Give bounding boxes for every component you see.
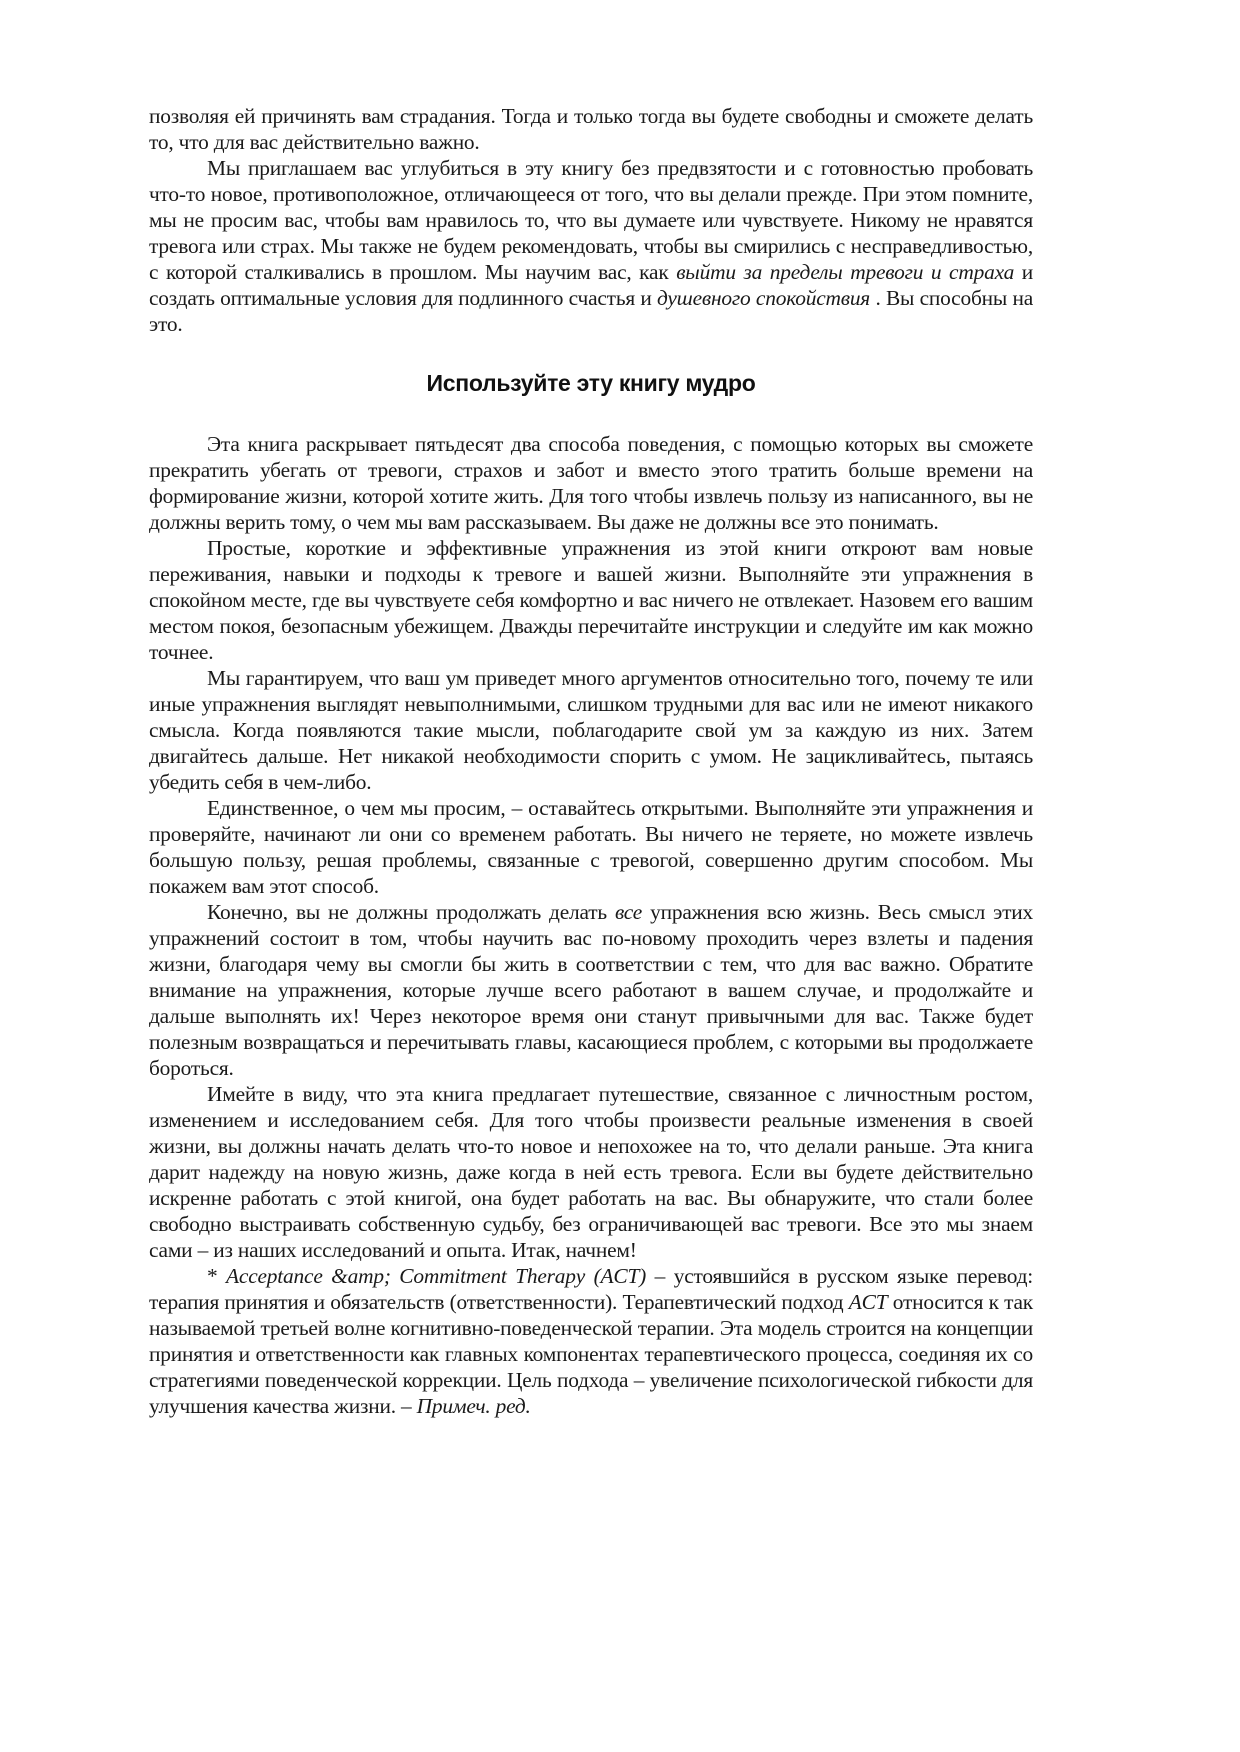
section-body xyxy=(149,431,1033,1419)
body-paragraph xyxy=(149,795,1033,899)
emphasis-text: выйти за пределы тревоги и страха xyxy=(676,260,1015,284)
paragraph-text: Мы гарантируем, что ваш ум приведет много аргументов относительно того, почему те или иные упражнения выглядят невыполнимыми, слишком трудными для вас или не имеют никакого смысла. Когда появляются такие мысли, поблагодарите свой ум за каждую из них. Затем двигайтесь дальше. Нет никакой необходимости спорить с умом. Не зацикливайтесь, пытаясь убедить себя в чем-либо. xyxy=(149,666,1033,794)
paragraph-text: Простые, короткие и эффективные упражнения из этой книги откроют вам новые переживания, навыки и подходы к тревоге и вашей жизни. Выполняйте эти упражнения в спокойном месте, где вы чувствуете себя комфортно и вас ничего не отвлекает. Назовем его вашим местом покоя, безопасным убежищем. Дважды перечитайте инструкции и следуйте им как можно точнее. xyxy=(149,536,1033,664)
paragraph-text: и создать оптимальные условия для подлинного счастья и xyxy=(149,260,1034,310)
paragraph-text: * xyxy=(207,1264,227,1288)
emphasis-text: Acceptance &amp; Commitment Therapy (ACT) xyxy=(226,1264,647,1288)
body-paragraph xyxy=(149,431,1033,535)
body-paragraph xyxy=(149,899,1033,1081)
paragraph-text: Конечно, вы не должны продолжать делать xyxy=(207,900,615,924)
paragraph-text: позволяя ей причинять вам страдания. Тогда и только тогда вы будете свободны и сможете делать то, что для вас действительно важно. xyxy=(149,104,1033,154)
emphasis-text: душевного спокойствия xyxy=(657,286,871,310)
body-paragraph xyxy=(149,665,1033,795)
paragraph-text: Единственное, о чем мы просим, – оставайтесь открытыми. Выполняйте эти упражнения и проверяйте, начинают ли они со временем работать. Вы ничего не теряете, но можете извлечь большую пользу, решая проблемы, связанные с тревогой, совершенно другим способом. Мы покажем вам этот способ. xyxy=(149,796,1033,898)
document-page xyxy=(149,103,1033,1419)
paragraph-text: Эта книга раскрывает пятьдесят два способа поведения, с помощью которых вы сможете прекратить убегать от тревоги, страхов и забот и вместо этого тратить больше времени на формирование жизни, которой хотите жить. Для того чтобы извлечь пользу из написанного, вы не должны верить тому, о чем мы вам рассказываем. Вы даже не должны все это понимать. xyxy=(149,432,1033,534)
paragraph-text: упражнения всю жизнь. Весь смысл этих упражнений состоит в том, чтобы научить вас по-новому проходить через взлеты и падения жизни, благодаря чему вы смогли бы жить в соответствии с тем, что для вас важно. Обратите внимание на упражнения, которые лучше всего работают в вашем случае, и продолжайте и дальше выполнять их! Через некоторое время они станут привычными для вас. Также будет полезным возвращаться и перечитывать главы, касающиеся проблем, с которыми вы продолжаете бороться. xyxy=(149,900,1033,1080)
emphasis-text: ACT xyxy=(848,1290,888,1314)
intro-paragraph xyxy=(149,103,1033,155)
intro-paragraph xyxy=(149,155,1033,337)
intro-section xyxy=(149,103,1033,337)
paragraph-text: . Вы способны на это. xyxy=(149,286,1033,336)
paragraph-text: относится к так называемой третьей волне когнитивно-поведенческой терапии. Эта модель строится на концепции принятия и ответственности как главных компонентах терапевтического процесса, соединяя их со стратегиями поведенческой коррекции. Цель подхода – увеличение психологической гибкости для улучшения качества жизни. – xyxy=(149,1290,1033,1418)
section-heading: Используйте эту книгу мудро xyxy=(426,370,756,396)
paragraph-text: Имейте в виду, что эта книга предлагает путешествие, связанное с личностным ростом, изменением и исследованием себя. Для того чтобы произвести реальные изменения в своей жизни, вы должны начать делать что-то новое и непохожее на то, что делали раньше. Эта книга дарит надежду на новую жизнь, даже когда в ней есть тревога. Если вы будете действительно искренне работать с этой книгой, она будет работать на вас. Вы обнаружите, что стали более свободно выстраивать собственную судьбу, без ограничивающей вас тревоги. Все это мы знаем сами – из наших исследований и опыта. Итак, начнем! xyxy=(149,1082,1033,1262)
body-paragraph xyxy=(149,1263,1033,1419)
emphasis-text: все xyxy=(614,900,643,924)
emphasis-text: Примеч. ред. xyxy=(416,1394,531,1418)
paragraph-text: – устоявшийся в русском языке перевод: терапия принятия и обязательств (ответственности). Терапевтический подход xyxy=(149,1264,1033,1314)
body-paragraph xyxy=(149,535,1033,665)
paragraph-text: Мы приглашаем вас углубиться в эту книгу без предвзятости и с готовностью пробовать что-то новое, противоположное, отличающееся от того, что вы делали прежде. При этом помните, мы не просим вас, чтобы вам нравилось то, что вы думаете или чувствуете. Никому не нравятся тревога или страх. Мы также не будем рекомендовать, чтобы вы смирились с несправедливостью, с которой сталкивались в прошлом. Мы научим вас, как xyxy=(149,156,1033,284)
body-paragraph xyxy=(149,1081,1033,1263)
